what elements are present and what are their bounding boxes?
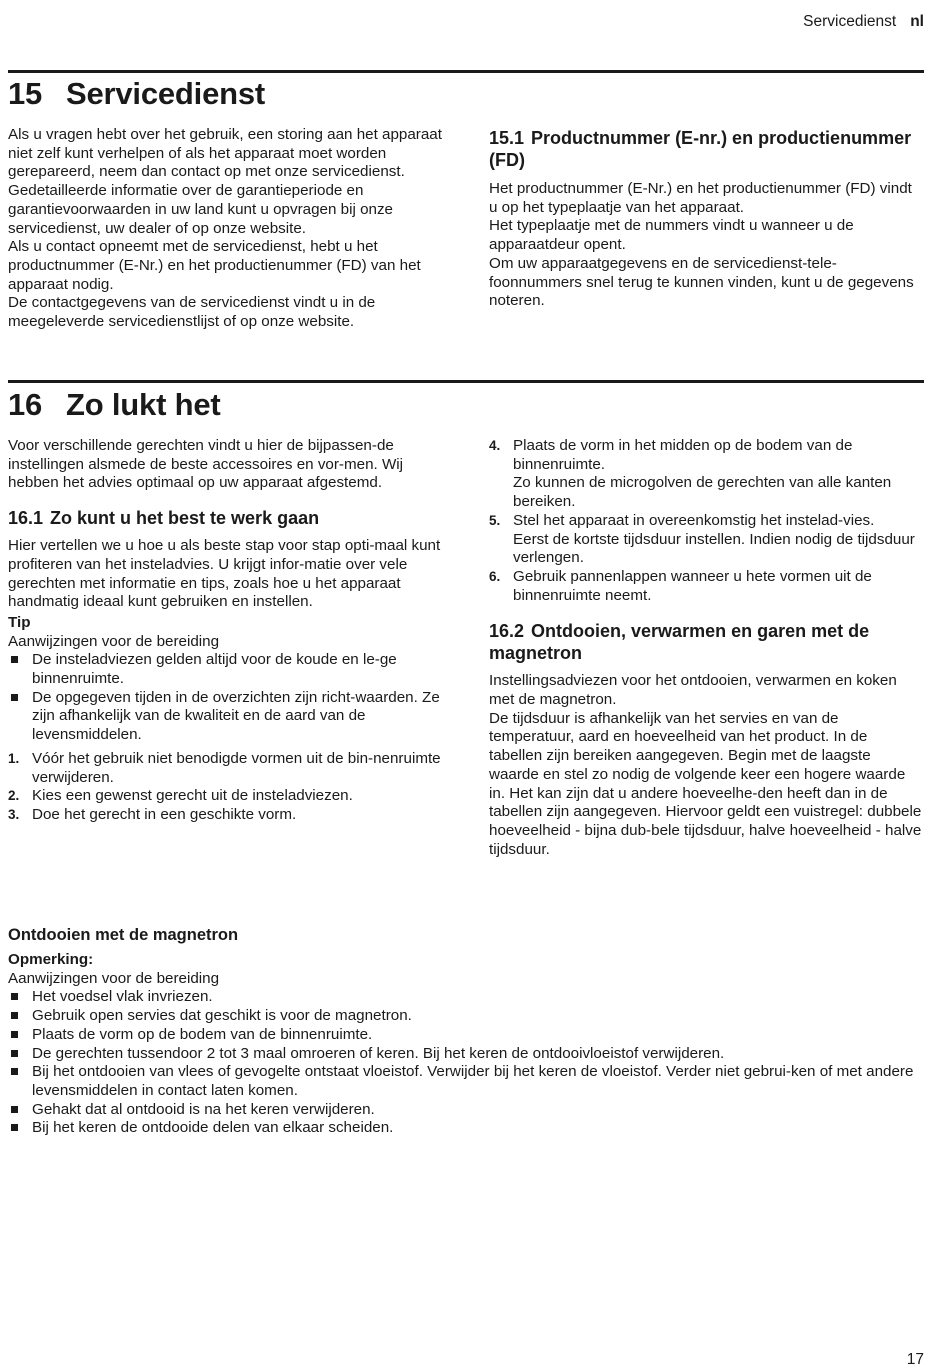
paragraph: De tijdsduur is afhankelijk van het servies en van de temperatuur, aard en hoeveelheid van het product. In de tabellen zijn bereiken aangegeven. Begin met de laagste waarde en stel zo nodig de volgende keer een hogere waarde in. Het kan zijn dat u andere hoeveelhe-den heeft dan in de tabellen zijn aangegeven. Hiervoor geldt een vuistregel: dubbele hoeveelheid - bijna dub-bele tijdsduur, halve hoeveelheid - halve tijdsduur. xyxy=(489,709,922,858)
section-15-left-column xyxy=(8,126,446,332)
list-item: De opgegeven tijden in de overzichten zijn richt-waarden. Ze zijn afhankelijk van de kwaliteit en de aard van de levensmiddelen. xyxy=(8,689,446,745)
tip-text: Aanwijzingen voor de bereiding xyxy=(8,632,220,650)
list-item: Bij het ontdooien van vlees of gevogelte ontstaat vloeistof. Verwijder bij het keren de vloeistof. Verder niet gebrui-ken of met andere levensmiddelen in contact laten komen. xyxy=(8,1063,924,1100)
section-16-heading xyxy=(8,387,221,423)
tip-label: Tip xyxy=(8,613,31,631)
step-text: Plaats de vorm in het midden op de bodem van de binnenruimte. xyxy=(513,437,853,473)
list-item: De insteladviezen gelden altijd voor de koude en le-ge binnenruimte. xyxy=(8,651,446,688)
list-item: Plaats de vorm op de bodem van de binnenruimte. xyxy=(8,1026,924,1045)
subsection-16-2-heading xyxy=(489,620,924,664)
section-16-right-column xyxy=(489,437,924,859)
section-number: 15 xyxy=(8,76,43,111)
step-item xyxy=(489,568,924,605)
paragraph: Als u vragen hebt over het gebruik, een storing aan het apparaat niet zelf kunt verhelpen of als het apparaat moet worden gerepareerd, neem dan contact op met onze servicedienst. xyxy=(8,126,442,181)
section-title: Zo lukt het xyxy=(66,387,221,422)
step-result: Zo kunnen de microgolven de gerechten van alle kanten bereiken. xyxy=(513,474,892,511)
subsection-title: Zo kunt u het best te werk gaan xyxy=(50,508,320,529)
paragraph: Om uw apparaatgegevens en de servicedienst-tele-foonnummers snel terug te kunnen vinden, kunt u de gegevens noteren. xyxy=(489,254,914,310)
steps-list-continued xyxy=(489,437,924,605)
step-text: Doe het gerecht in een geschikte vorm. xyxy=(32,805,297,823)
note-label: Opmerking: xyxy=(8,951,94,968)
section-number: 16 xyxy=(8,387,43,422)
steps-list xyxy=(8,750,446,825)
step-number: 2. xyxy=(8,788,20,804)
subsection-number: 16.1 xyxy=(8,508,44,529)
step-item xyxy=(489,437,924,512)
subsection-number: 16.2 xyxy=(489,621,525,642)
section-15-heading xyxy=(8,76,265,112)
paragraph: Het productnummer (E-Nr.) en het productienummer (FD) vindt u op het typeplaatje van het apparaat. xyxy=(489,180,912,216)
paragraph: Als u contact opneemt met de servicedienst, hebt u het productnummer (E-Nr.) en het productienummer (FD) van het apparaat nodig. xyxy=(8,238,421,293)
section-16-rule xyxy=(8,380,924,383)
step-text: Gebruik pannenlappen wanneer u hete vormen uit de binnenruimte neemt. xyxy=(513,567,872,604)
subsection-title: Productnummer (E-nr.) en productienummer (FD) xyxy=(489,128,912,170)
subsection-title: Ontdooien, verwarmen en garen met de magnetron xyxy=(489,621,870,664)
paragraph: Instellingsadviezen voor het ontdooien, verwarmen en koken met de magnetron. xyxy=(489,672,897,709)
step-number: 1. xyxy=(8,750,20,766)
list-item: Bij het keren de ontdooide delen van elkaar scheiden. xyxy=(8,1119,924,1138)
section-title: Servicedienst xyxy=(66,76,266,111)
step-result: Eerst de kortste tijdsduur instellen. Indien nodig de tijdsduur verlengen. xyxy=(513,530,915,567)
intro-paragraph: Voor verschillende gerechten vindt u hier de bijpassen-de instellingen alsmede de beste accessoires en vor-men. Wij hebben het advies optimaal op uw apparaat afgestemd. xyxy=(8,437,404,492)
step-number: 6. xyxy=(489,568,501,584)
step-item xyxy=(8,806,446,825)
list-item: De gerechten tussendoor 2 tot 3 maal omroeren of keren. Bij het keren de ontdooivloeistof verwijderen. xyxy=(8,1045,924,1064)
section-16-left-column xyxy=(8,437,446,825)
paragraph: De contactgegevens van de servicedienst vindt u in de meegeleverde servicedienstlijst of op onze website. xyxy=(8,294,376,331)
step-text: Vóór het gebruik niet benodigde vormen uit de bin-nenruimte verwijderen. xyxy=(32,749,441,786)
step-number: 5. xyxy=(489,512,501,528)
step-number: 4. xyxy=(489,438,501,453)
running-header xyxy=(803,13,924,31)
defrost-block xyxy=(8,925,924,1138)
step-text: Stel het apparaat in overeenkomstig het instelad-vies. xyxy=(513,511,875,529)
page-number: 17 xyxy=(906,1351,924,1368)
step-item xyxy=(8,750,446,787)
step-text: Kies een gewenst gerecht uit de insteladviezen. xyxy=(32,787,353,805)
defrost-heading: Ontdooien met de magnetron xyxy=(8,926,239,944)
step-item xyxy=(489,512,924,568)
paragraph: Gedetailleerde informatie over de garantieperiode en garantievoorwaarden in uw land kunt u opvragen bij onze servicedienst, uw dealer of op onze website. xyxy=(8,182,394,237)
subsection-16-1-heading xyxy=(8,507,446,529)
header-language: nl xyxy=(910,13,924,30)
step-item xyxy=(8,787,446,806)
section-15-right-column xyxy=(489,127,924,311)
header-section: Servicedienst xyxy=(803,13,897,30)
paragraph: Het typeplaatje met de nummers vindt u wanneer u de apparaatdeur opent. xyxy=(489,217,854,254)
list-item: Het voedsel vlak invriezen. xyxy=(8,988,924,1007)
tip-bullet-list xyxy=(8,651,446,745)
list-item: Gehakt dat al ontdooid is na het keren verwijderen. xyxy=(8,1101,924,1120)
subsection-15-1-heading xyxy=(489,127,924,171)
paragraph: Hier vertellen we u hoe u als beste stap voor stap opti-maal kunt profiteren van het insteladvies. U krijgt infor-matie over vele gerechten met informatie en tips, zoals hoe u het apparaat handmatig ideaal kunt gebruiken en instellen. xyxy=(8,537,441,611)
note-text: Aanwijzingen voor de bereiding xyxy=(8,969,220,987)
section-15-rule xyxy=(8,70,924,73)
defrost-bullet-list xyxy=(8,988,924,1138)
list-item: Gebruik open servies dat geschikt is voor de magnetron. xyxy=(8,1007,924,1026)
step-number: 3. xyxy=(8,806,20,822)
subsection-number: 15.1 xyxy=(489,128,525,148)
